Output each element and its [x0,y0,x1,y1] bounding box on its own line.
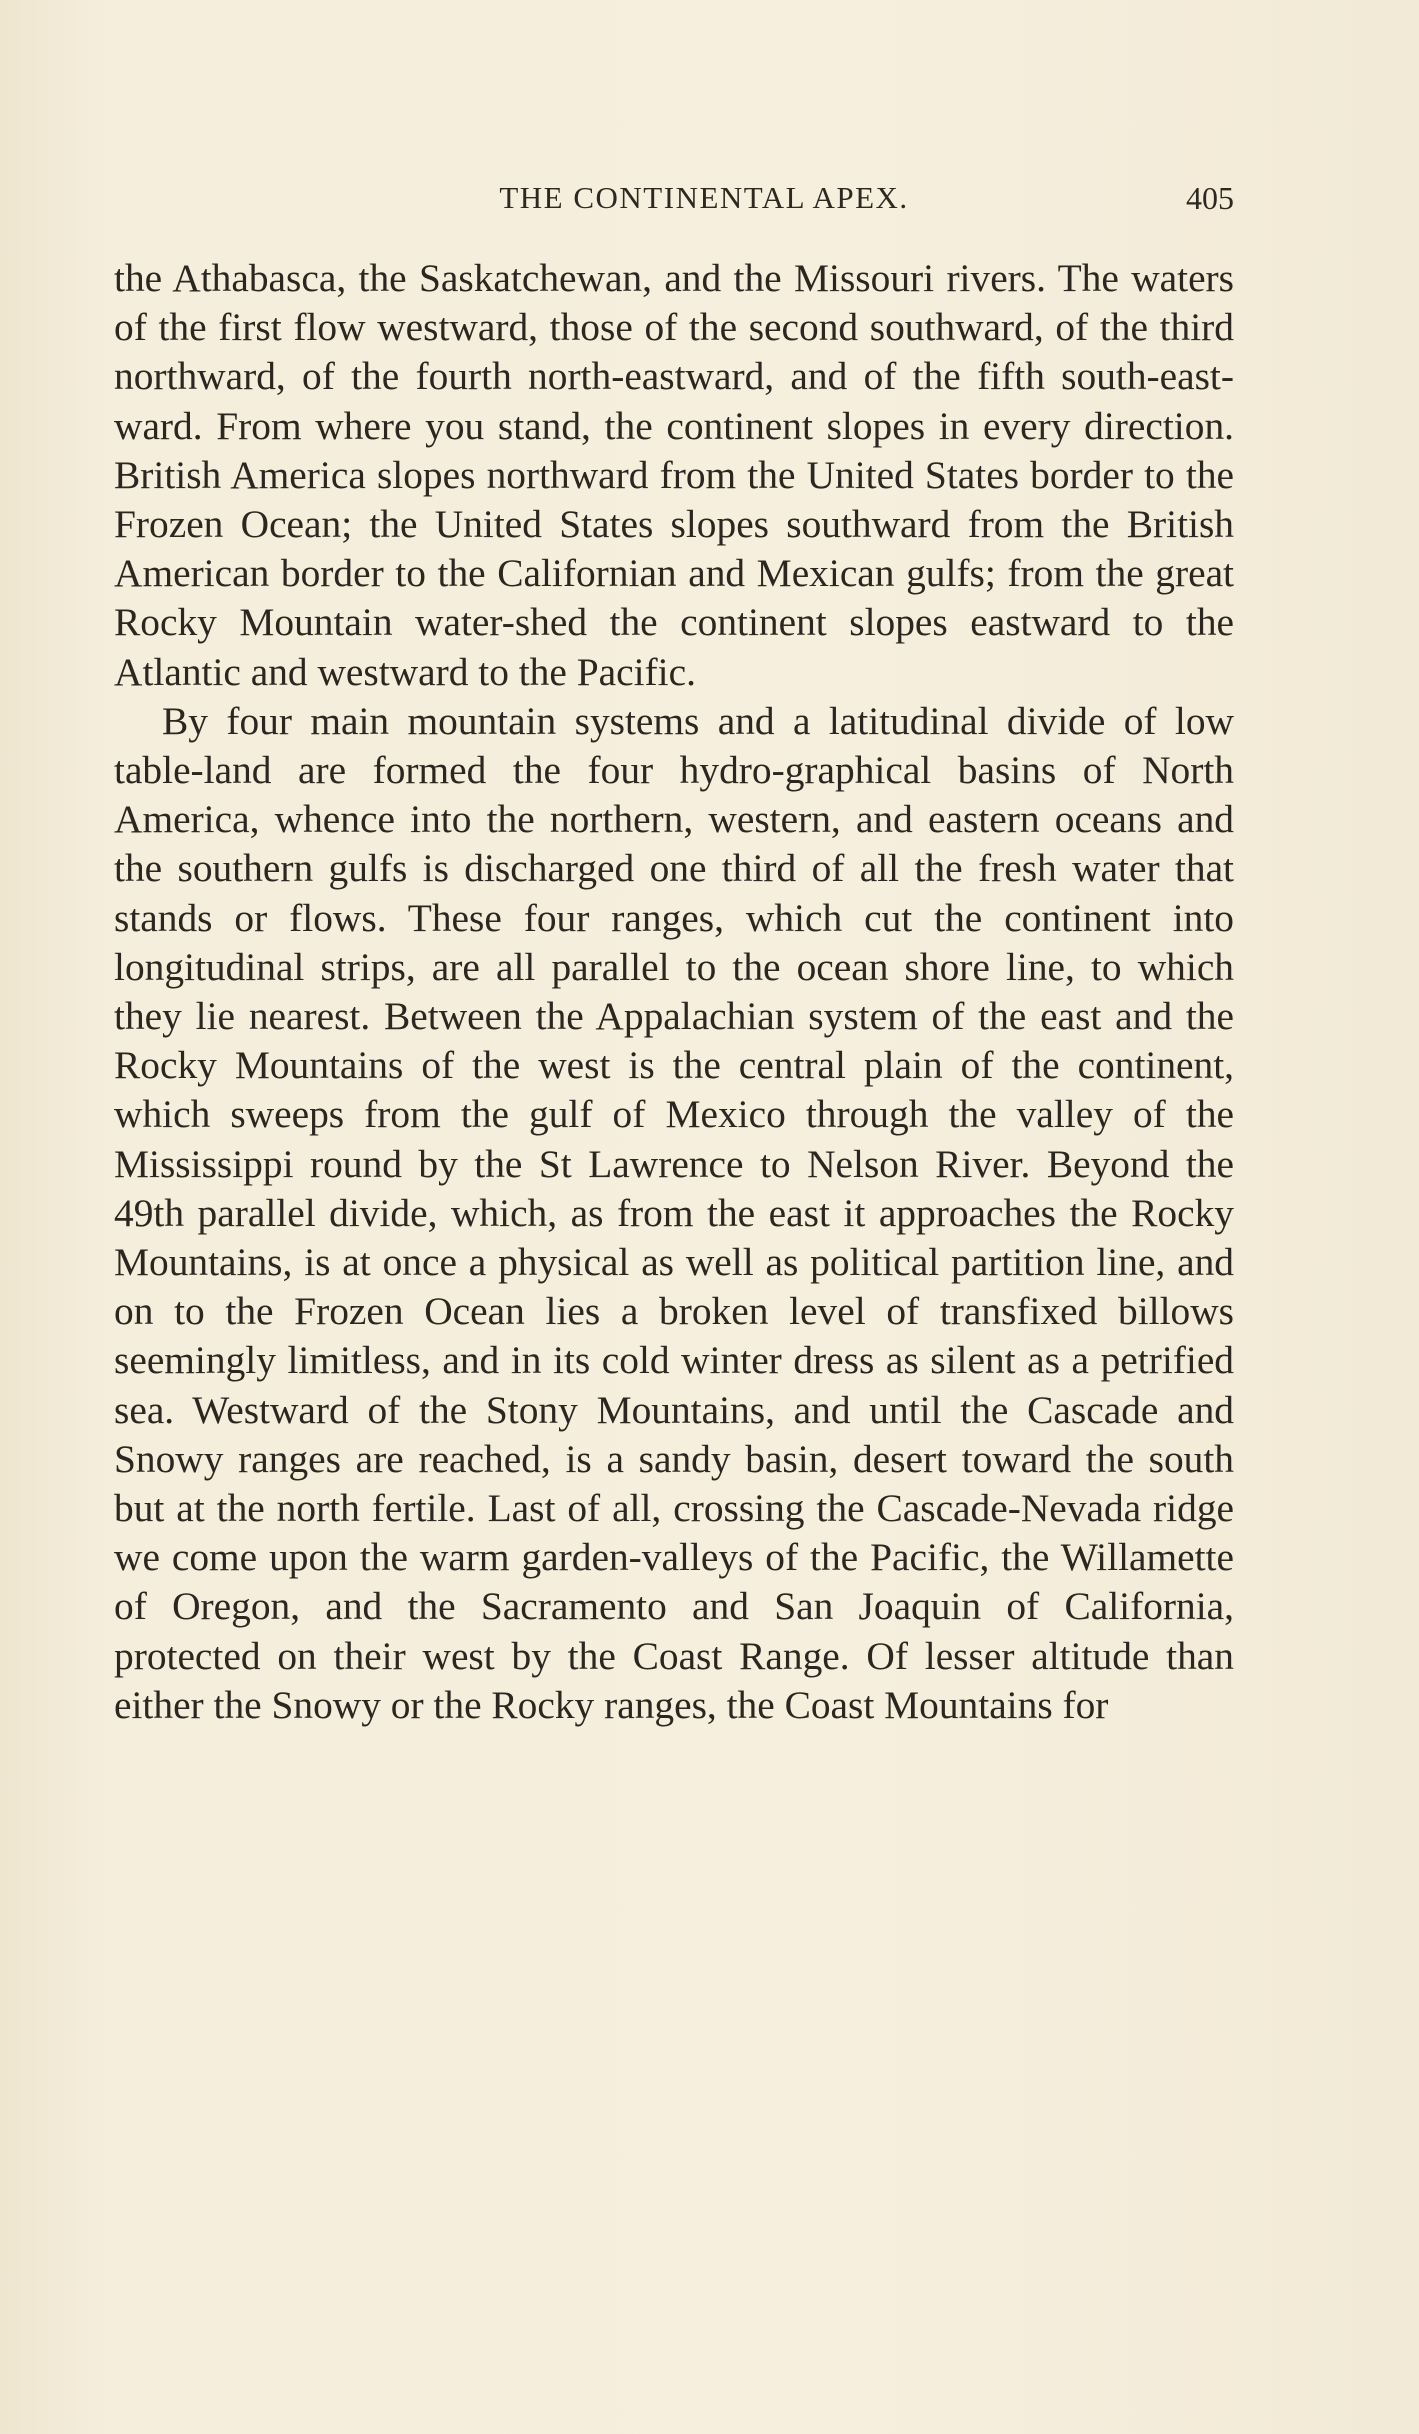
body-text [114,254,1234,1730]
paragraph: By four main mountain systems and a latitudinal divide of low table-land are formed the four hydro-graphical basins of North America, whence into the northern, western, and eastern oceans and the southern gulfs is discharged one third of all the fresh water that stands or flows. These four ranges, which cut the continent into longitudinal strips, are all parallel to the ocean shore line, to which they lie nearest. Between the Appalachian system of the east and the Rocky Mountains of the west is the central plain of the continent, which sweeps from the gulf of Mexico through the valley of the Mississippi round by the St Lawrence to Nelson River. Beyond the 49th parallel divide, which, as from the east it approaches the Rocky Mountains, is at once a physical as well as political partition line, and on to the Frozen Ocean lies a broken level of transfixed billows seemingly limitless, and in its cold winter dress as silent as a petrified sea. Westward of the Stony Mountains, and until the Cascade and Snowy ranges are reached, is a sandy basin, desert toward the south but at the north fertile. Last of all, crossing the Cascade-Nevada ridge we come upon the warm garden-valleys of the Pacific, the Willamette of Oregon, and the Sacramento and San Joaquin of California, protected on their west by the Coast Range. Of lesser altitude than either the Snowy or the Rocky ranges, the Coast Mountains for [114,698,1234,1727]
page-header [114,180,1234,224]
page-number: 405 [1186,180,1234,216]
paragraph: the Athabasca, the Saskatchewan, and the Missouri rivers. The waters of the first flow westward, those of the second southward, of the third northward, of the fourth north-eastward, and of the fifth south-east-ward. From where you stand, the continent slopes in every direction. British America slopes northward from the United States border to the Frozen Ocean; the United States slopes southward from the British American border to the Californian and Mexican gulfs; from the great Rocky Mountain water-shed the continent slopes eastward to the Atlantic and westward to the Pacific. [114,256,1234,694]
running-head: THE CONTINENTAL APEX. [499,180,909,215]
